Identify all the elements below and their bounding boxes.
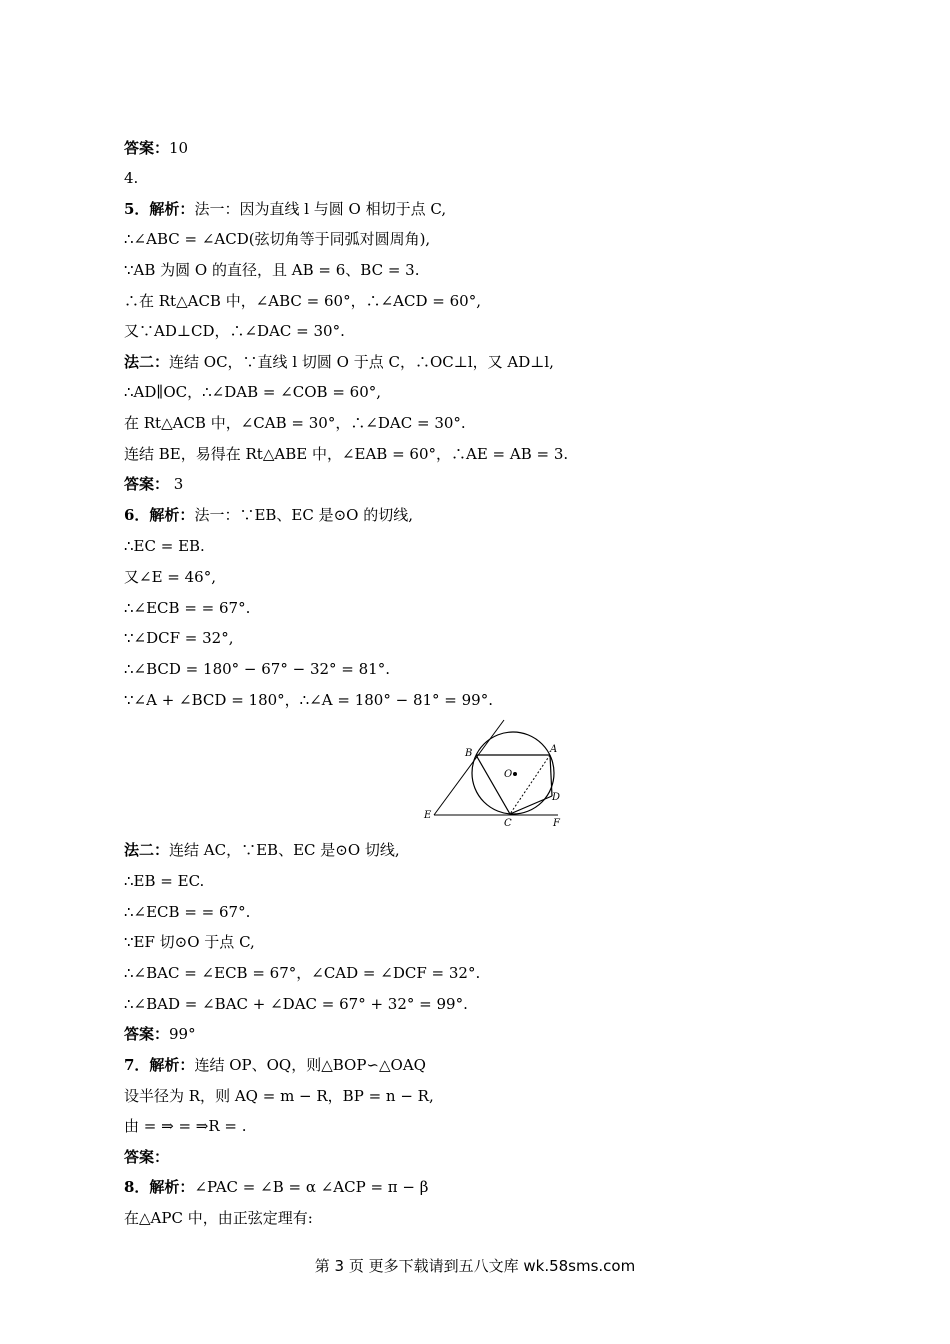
line-body: ∠PAC = ∠B = α ∠ACP = π − β (194, 1178, 429, 1196)
line-label: 答案： (124, 139, 170, 157)
text-line: ∵EF 切⊙O 于点 C, (124, 933, 255, 951)
line-body: 法一：∵EB、EC 是⊙O 的切线, (194, 506, 414, 524)
line-body: 连结 OP、OQ，则△BOP∽△OAQ (194, 1056, 426, 1074)
text-line: ∵∠DCF = 32°, (124, 629, 234, 647)
text-line (124, 1147, 169, 1167)
text-line (124, 840, 400, 860)
line-label: 法二： (124, 353, 170, 371)
label-d: D (552, 792, 561, 803)
text-line: 4. (124, 169, 139, 187)
line-body: 3 (169, 475, 184, 493)
text-line (124, 1177, 428, 1197)
text-line (124, 474, 183, 494)
geometry-figure (418, 716, 568, 834)
text-line (124, 1024, 196, 1044)
text-line: ∴AD∥OC，∴∠DAB = ∠COB = 60°, (124, 383, 382, 401)
line-label: 答案： (124, 1148, 170, 1166)
text-line: 又∵AD⊥CD，∴∠DAC = 30°. (124, 322, 345, 340)
text-line: ∴EB = EC. (124, 872, 205, 890)
label-o: O (504, 769, 513, 780)
tangent-line-eb (434, 720, 504, 815)
text-line: ∴EC = EB. (124, 537, 205, 555)
chord-bc (476, 755, 513, 814)
line-body: 连结 AC，∵EB、EC 是⊙O 切线, (169, 841, 400, 859)
text-line: 连结 BE，易得在 Rt△ABE 中，∠EAB = 60°，∴AE = AB = 3. (124, 445, 569, 463)
text-line: ∴在 Rt△ACB 中，∠ABC = 60°，∴∠ACD = 60°, (124, 292, 481, 310)
label-e: E (424, 810, 432, 821)
text-line: ∴∠BAC = ∠ECB = 67°，∠CAD = ∠DCF = 32°. (124, 964, 481, 982)
text-line: 设半径为 R，则 AQ = m − R，BP = n − R, (124, 1087, 434, 1105)
text-line: ∴∠BCD = 180° − 67° − 32° = 81°. (124, 660, 390, 678)
line-label: 法二： (124, 841, 170, 859)
line-body: 10 (169, 139, 189, 157)
label-c: C (504, 818, 512, 829)
line-body: 法一：因为直线 l 与圆 O 相切于点 C, (194, 200, 447, 218)
text-line: 又∠E = 46°, (124, 568, 216, 586)
text-line: 在 Rt△ACB 中，∠CAB = 30°，∴∠DAC = 30°. (124, 414, 466, 432)
text-line: ∴∠ECB = = 67°. (124, 599, 251, 617)
text-line: ∵∠A + ∠BCD = 180°，∴∠A = 180° − 81° = 99°. (124, 691, 493, 709)
label-f: F (553, 818, 560, 829)
line-label: 6．解析： (124, 506, 195, 524)
line-label: 5．解析： (124, 200, 195, 218)
line-label: 答案： (124, 1025, 170, 1043)
text-line (124, 352, 554, 372)
text-line: ∵AB 为圆 O 的直径，且 AB = 6、BC = 3. (124, 261, 420, 279)
line-label: 8．解析： (124, 1178, 195, 1196)
line-label: 答案： (124, 475, 170, 493)
text-line: 由 = ⇒ = ⇒R = . (124, 1117, 247, 1135)
text-line: ∴∠ECB = = 67°. (124, 903, 251, 921)
text-line: ∴∠ABC = ∠ACD(弦切角等于同弧对圆周角), (124, 230, 431, 248)
text-line (124, 1055, 426, 1075)
label-a: A (550, 744, 558, 755)
line-body: 99° (169, 1025, 196, 1043)
text-line (124, 199, 446, 219)
text-line: ∴∠BAD = ∠BAC + ∠DAC = 67° + 32° = 99°. (124, 995, 468, 1013)
text-line: 在△APC 中，由正弦定理有: (124, 1209, 313, 1227)
page-footer: 第 3 页 更多下载请到五八文库 wk.58sms.com (314, 1257, 636, 1275)
circle-o (472, 732, 554, 814)
text-line (124, 138, 188, 158)
line-label: 7．解析： (124, 1056, 195, 1074)
label-b: B (465, 748, 473, 759)
line-body: 连结 OC，∵直线 l 切圆 O 于点 C，∴OC⊥l，又 AD⊥l, (169, 353, 554, 371)
center-dot (513, 772, 517, 776)
text-line (124, 505, 413, 525)
